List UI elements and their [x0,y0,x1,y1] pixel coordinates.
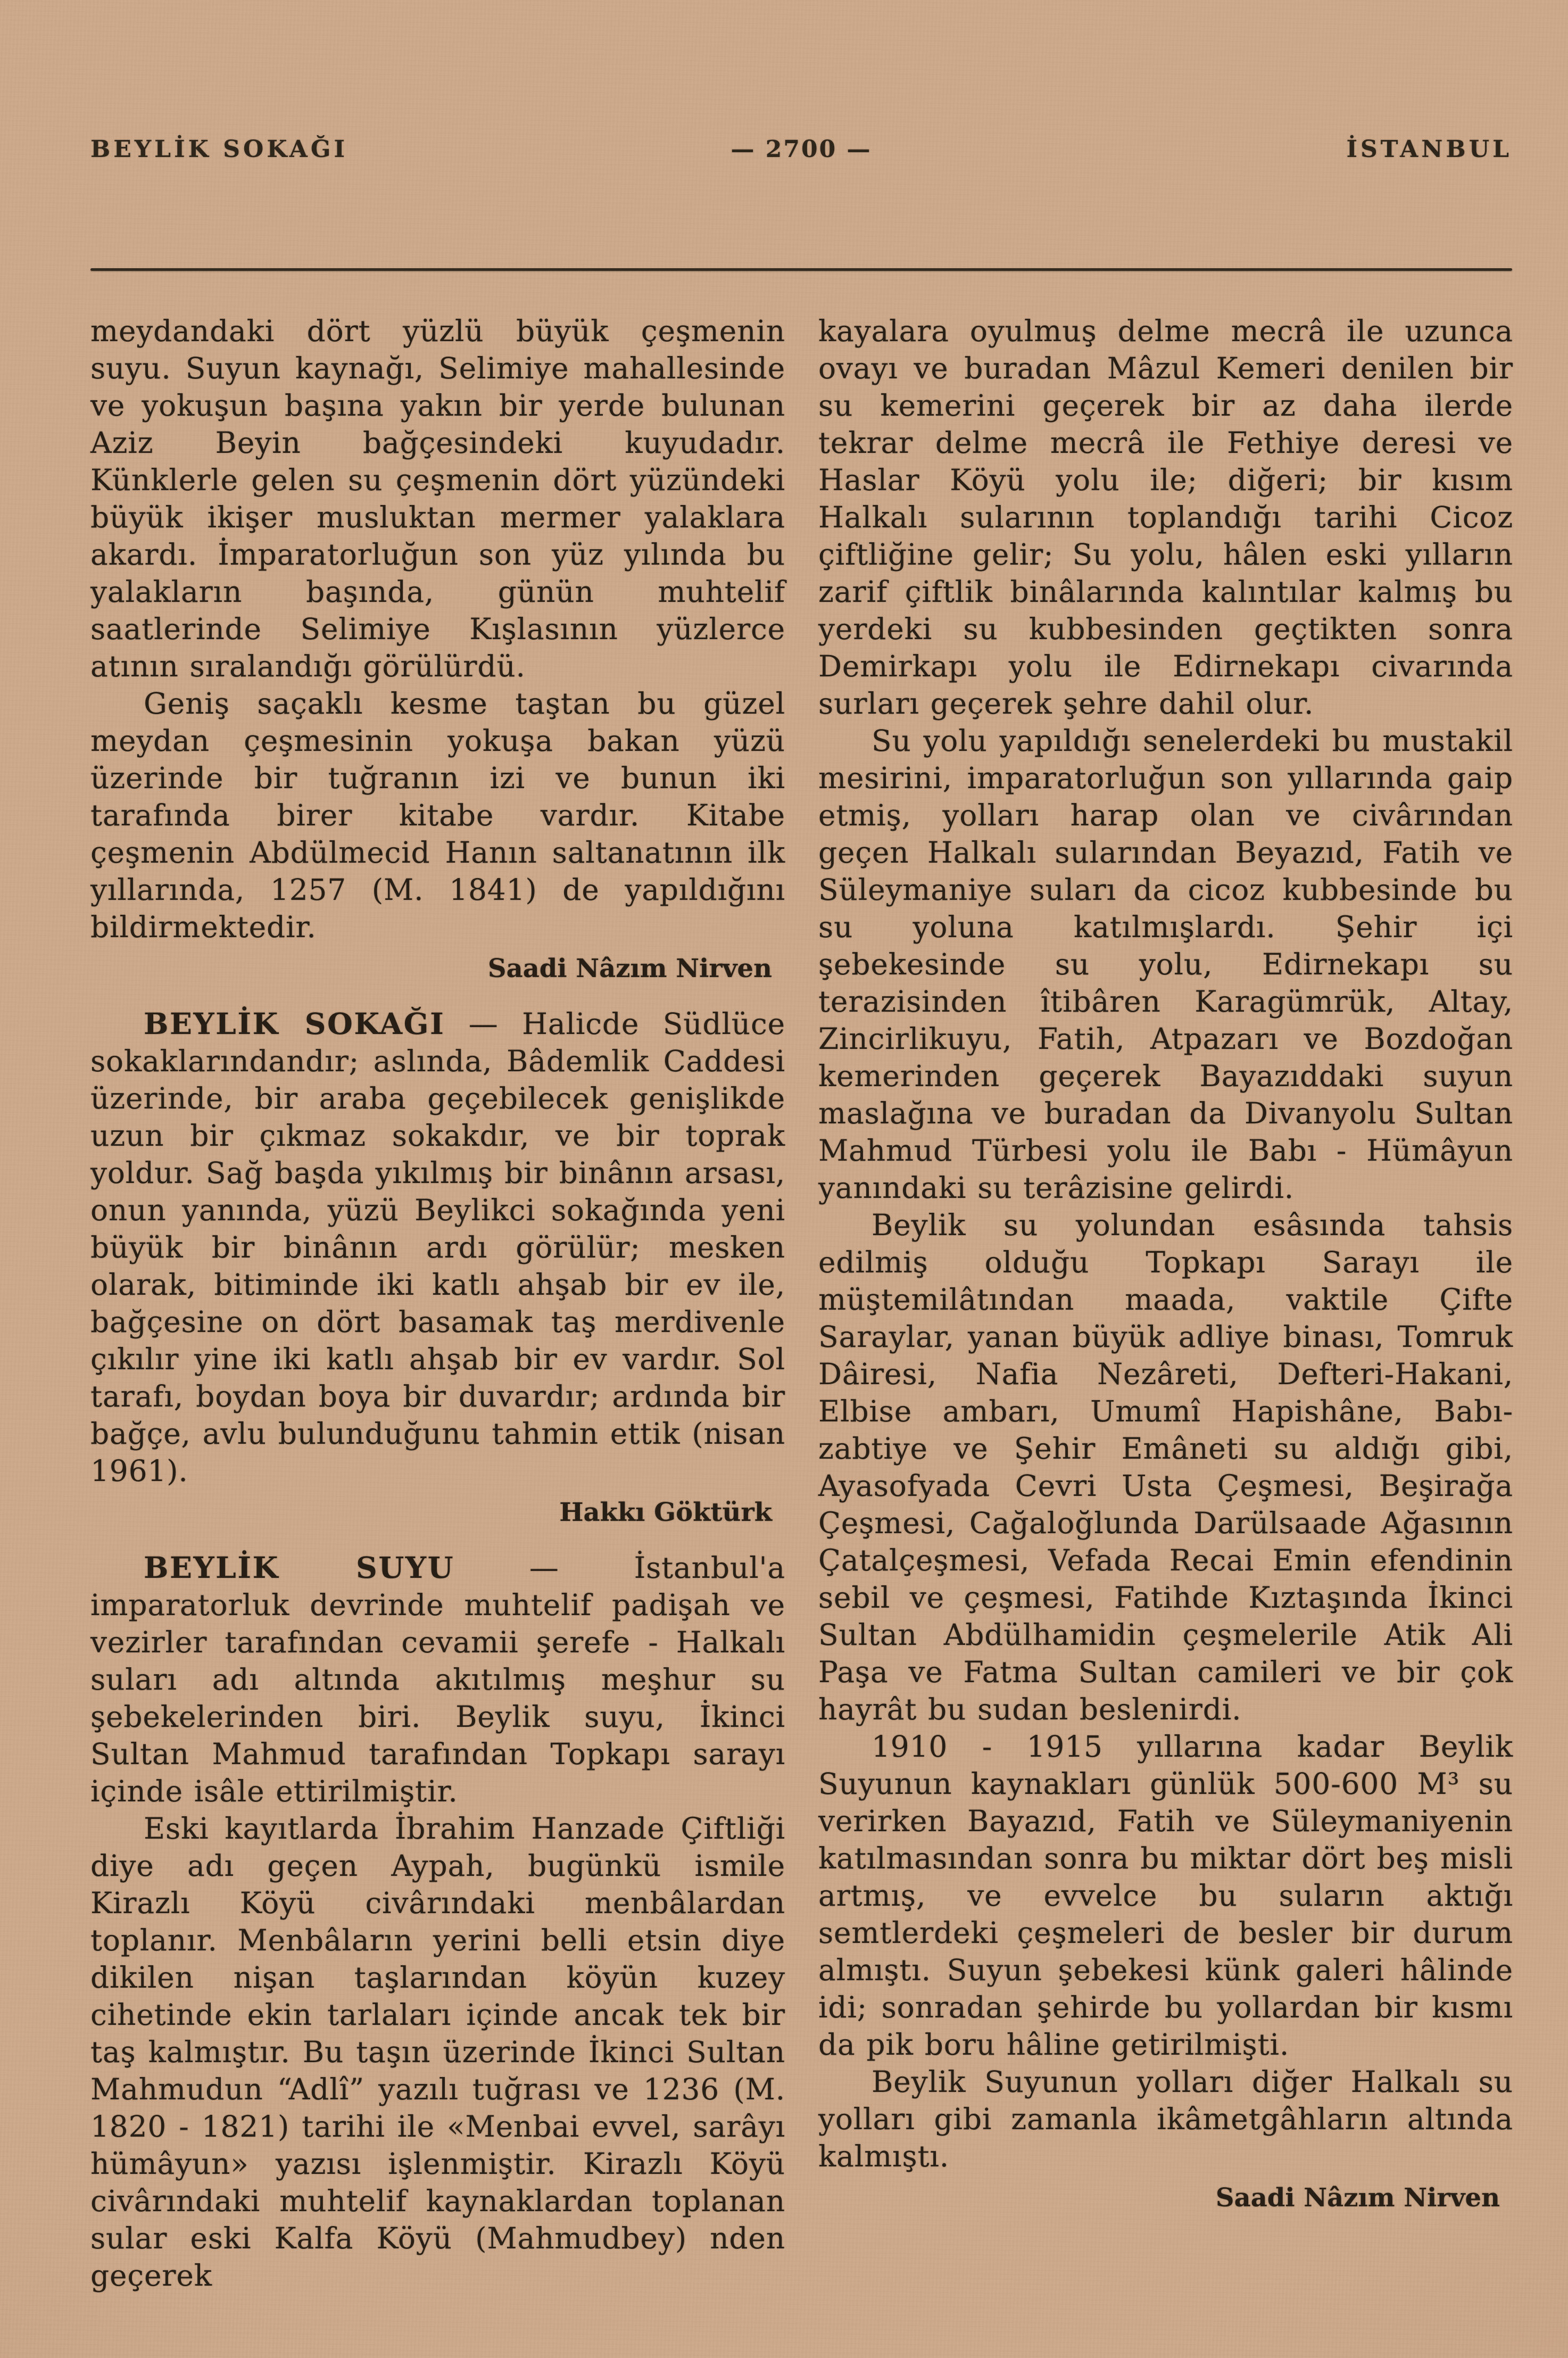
entry-headword: BEYLİK SOKAĞI [144,1006,445,1041]
body-paragraph: 1910 - 1915 yıllarına kadar Beylik Suyunun kaynakları günlük 500-600 M³ su verirken Bayazıd, Fatih ve Süleymaniyenin katılmasından sonra bu miktar dört beş misli artmış, ve evvelce bu suların aktığı semtlerdeki çeşmeleri de besler bir durum almıştı. Suyun şebekesi künk galeri hâlinde idi; sonradan şehirde bu yollardan bir kısmı da pik boru hâline getirilmişti. [818,1730,1513,2062]
left-column [90,312,785,2294]
header-rule [90,268,1512,271]
text-columns [90,312,1512,2294]
body-paragraph: meydandaki dört yüzlü büyük çeşmenin suyu. Suyun kaynağı, Selimiye mahallesinde ve yokuşun başına yakın bir yerde bulunan Aziz Beyin bağçesindeki kuyudadır. Künklerle gelen su çeşmenin dört yüzündeki büyük ikişer musluktan mermer yalaklara akardı. İmparatorluğun son yüz yılında bu yalakların başında, günün muhtelif saatlerinde Selimiye Kışlasının yüzlerce atının sıralandığı görülürdü. [90,314,785,683]
header-entry-title: BEYLİK SOKAĞI [90,136,349,163]
right-column [818,312,1513,2294]
author-signature: Hakkı Göktürk [559,1497,772,1527]
running-header [90,136,1512,163]
header-volume-title: İSTANBUL [1346,136,1513,163]
body-paragraph: Geniş saçaklı kesme taştan bu güzel meydan çeşmesinin yokuşa bakan yüzü üzerinde bir tuğranın izi ve bunun iki tarafında birer kitabe vardır. Kitabe çeşmenin Abdülmecid Hanın saltanatının ilk yıllarında, 1257 (M. 1841) de yapıldığını bildirmektedir. [90,686,785,944]
body-paragraph: Eski kayıtlarda İbrahim Hanzade Çiftliği diye adı geçen Aypah, bugünkü ismile Kirazlı Köyü civârındaki menbâlardan toplanır. Menbâların yerini belli etsin diye dikilen nişan taşlarından köyün kuzey cihetinde ekin tarlaları içinde ancak tek bir taş kalmıştır. Bu taşın üzerinde İkinci Sultan Mahmudun “Adlî” yazılı tuğrası ve 1236 (M. 1820 - 1821) tarihi ile «Menbai evvel, sarâyı hümâyun» yazısı işlenmiştir. Kirazlı Köyü civârındaki muhtelif kaynaklardan toplanan sular eski Kalfa Köyü (Mahmudbey) nden geçerek [90,1811,785,2293]
body-paragraph: kayalara oyulmuş delme mecrâ ile uzunca ovayı ve buradan Mâzul Kemeri denilen bir su kemerini geçerek bir az daha ilerde tekrar delme mecrâ ile Fethiye deresi ve Haslar Köyü yolu ile; diğeri; bir kısım Halkalı sularının toplandığı tarihi Cicoz çiftliğine gelir; Su yolu, hâlen eski yılların zarif çiftlik binâlarında kalıntılar kalmış bu yerdeki su kubbesinden geçtikten sonra Demirkapı yolu ile Edirnekapı civarında surları geçerek şehre dahil olur. [818,314,1513,721]
author-signature: Saadi Nâzım Nirven [1215,2183,1500,2213]
entry-paragraph: BEYLİK SUYU — İstanbul'a imparatorluk devrinde muhtelif padişah ve vezirler tarafından cevamii şerefe - Halkalı suları adı altında akıtılmış meşhur su şebekelerinden biri. Beylik suyu, İkinci Sultan Mahmud tarafından Topkapı sarayı içinde isâle ettirilmiştir. [90,1550,785,1808]
entry-paragraph: BEYLİK SOKAĞI — Halicde Südlüce sokaklarındandır; aslında, Bâdemlik Caddesi üzerinde, bir araba geçebilecek genişlikde uzun bir çıkmaz sokakdır, ve bir toprak yoldur. Sağ başda yıkılmış bir binânın arsası, onun yanında, yüzü Beylikci sokağında yeni büyük bir binânın ardı görülür; mesken olarak, bitiminde iki katlı ahşab bir ev ile, bağçesine on dört basamak taş merdivenle çıkılır yine iki katlı ahşab bir ev vardır. Sol tarafı, boydan boya bir duvardır; ardında bir bağçe, avlu bulunduğunu tahmin ettik (nisan 1961). [90,1006,785,1488]
body-paragraph: Su yolu yapıldığı senelerdeki bu mustakil mesirini, imparatorluğun son yıllarında gaip etmiş, yolları harap olan ve civârından geçen Halkalı sularından Beyazıd, Fatih ve Süleymaniye suları da cicoz kubbesinde bu su yoluna katılmışlardı. Şehir içi şebekesinde su yolu, Edirnekapı su terazisinden îtibâren Karagümrük, Altay, Zincirlikuyu, Fatih, Atpazarı ve Bozdoğan kemerinden geçerek Bayazıddaki suyun maslağına ve buradan da Divanyolu Sultan Mahmud Türbesi yolu ile Babı - Hümâyun yanındaki su terâzisine gelirdi. [818,724,1513,1205]
author-signature: Saadi Nâzım Nirven [487,954,772,983]
entry-headword: BEYLİK SUYU [144,1550,455,1585]
body-paragraph: Beylik Suyunun yolları diğer Halkalı su yolları gibi zamanla ikâmetgâhların altında kalmıştı. [818,2065,1513,2173]
body-paragraph: Beylik su yolundan esâsında tahsis edilmiş olduğu Topkapı Sarayı ile müştemilâtından maada, vaktile Çifte Saraylar, yanan büyük adliye binası, Tomruk Dâiresi, Nafia Nezâreti, Defteri-Hakani, Elbise ambarı, Umumî Hapishâne, Babı-zabtiye ve Şehir Emâneti su aldığı gibi, Ayasofyada Cevri Usta Çeşmesi, Beşirağa Çeşmesi, Cağaloğlunda Darülsaade Ağasının Çatalçeşmesi, Vefada Recai Emin efendinin sebil ve çeşmesi, Fatihde Kıztaşında İkinci Sultan Abdülhamidin çeşmelerile Atik Ali Paşa ve Fatma Sultan camileri ve bir çok hayrât bu sudan beslenirdi. [818,1208,1513,1726]
page-number: — 2700 — [731,136,872,163]
